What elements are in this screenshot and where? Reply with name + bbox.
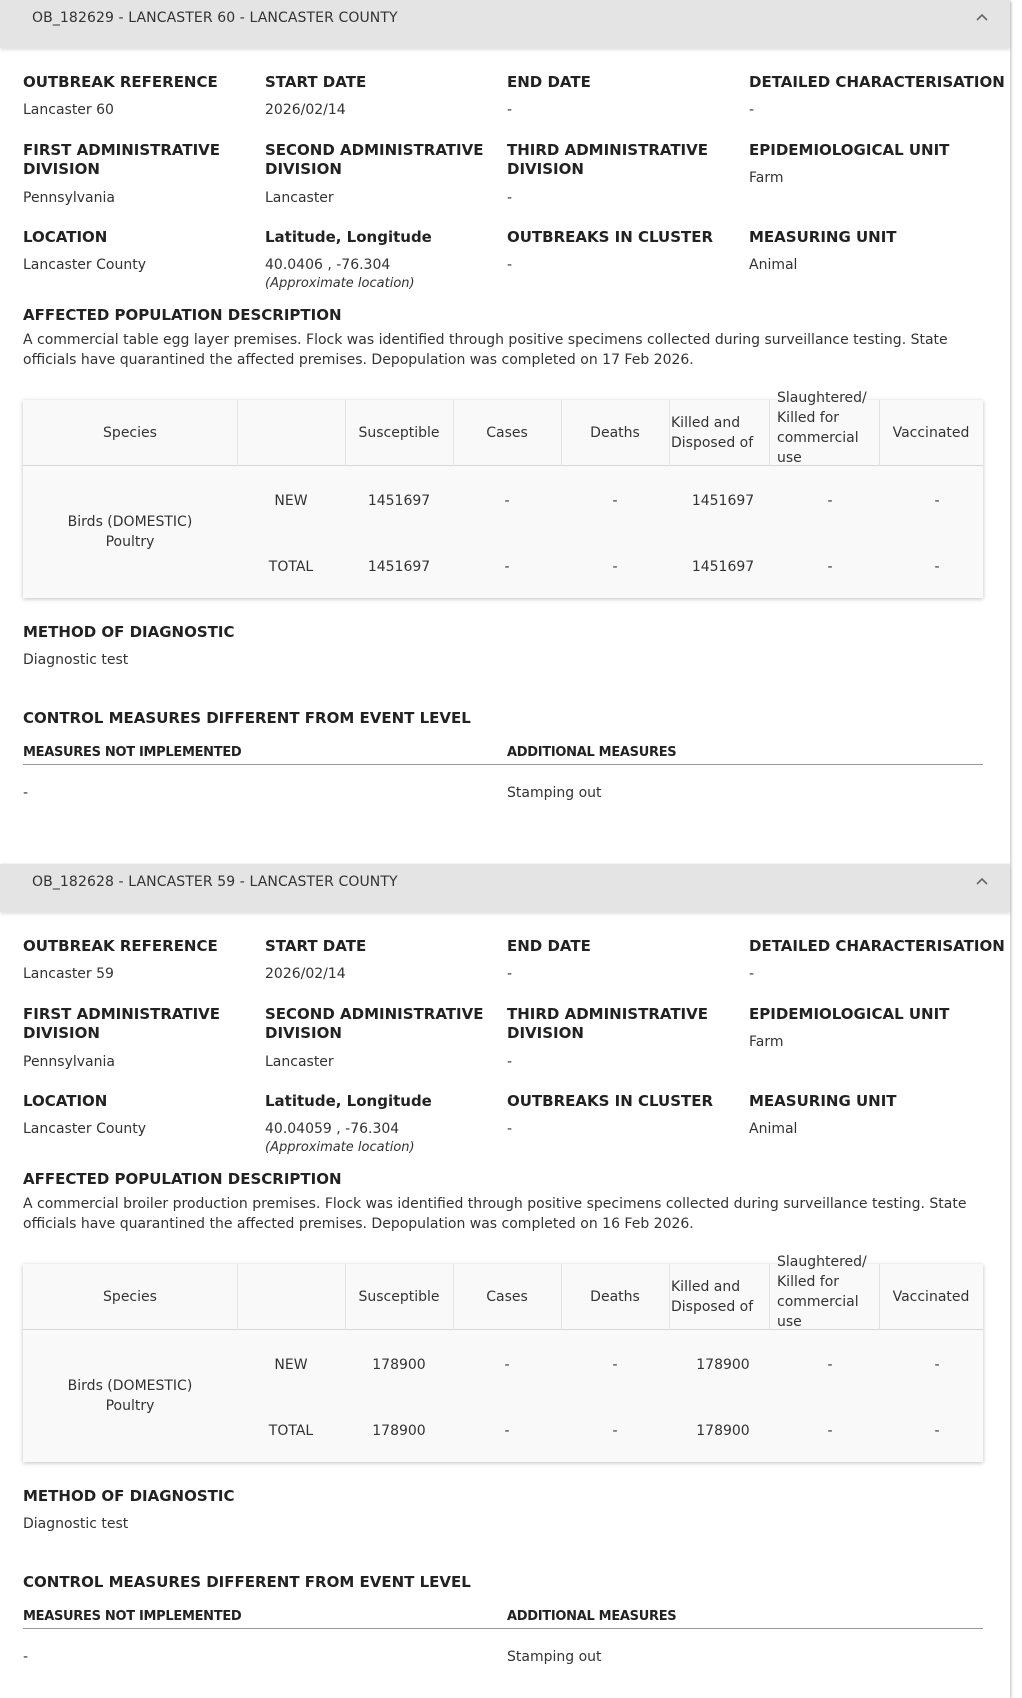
th-slaughtered (769, 1254, 879, 1330)
label-measures-not-implemented: MEASURES NOT IMPLEMENTED (23, 1609, 242, 1624)
th-species: Species (103, 1289, 157, 1305)
value-measures-not-implemented: - (23, 785, 29, 801)
value-start-date: 2026/02/14 (265, 102, 346, 118)
label-third-admin-line1: THIRD ADMINISTRATIVE (507, 1005, 708, 1023)
label-second-admin-line1: SECOND ADMINISTRATIVE (265, 1005, 484, 1023)
cell-vaccinated: - (934, 1357, 940, 1373)
th-slaughtered-line4: use (777, 450, 802, 466)
label-additional-measures: ADDITIONAL MEASURES (507, 745, 677, 760)
description-line-1: A commercial broiler production premises. Flock was identified through positive specimens collected during surveillance testing. State (23, 1196, 967, 1212)
th-susceptible: Susceptible (358, 425, 440, 441)
value-outbreak-reference: Lancaster 60 (23, 102, 114, 118)
value-additional-measures: Stamping out (507, 785, 602, 801)
cell-susceptible: 178900 (372, 1357, 426, 1373)
value-latitude-longitude: 40.0406 , -76.304 (265, 257, 391, 273)
value-measuring-unit: Animal (749, 257, 798, 273)
outbreak-panel (0, 864, 1010, 1698)
header-divider (237, 1264, 238, 1330)
th-cases: Cases (486, 1289, 528, 1305)
species-quantities-table (23, 390, 983, 598)
value-method-of-diagnostic: Diagnostic test (23, 1516, 129, 1532)
label-epidemiological-unit: EPIDEMIOLOGICAL UNIT (749, 141, 950, 159)
row-label: NEW (274, 1357, 308, 1373)
label-second-admin-line2: DIVISION (265, 1024, 342, 1042)
cell-killed: 1451697 (691, 493, 755, 509)
cell-susceptible: 178900 (372, 1423, 426, 1439)
cell-slaughtered: - (827, 559, 833, 575)
label-third-admin-line2: DIVISION (507, 160, 584, 178)
value-epidemiological-unit: Farm (749, 1034, 784, 1050)
th-susceptible: Susceptible (358, 1289, 440, 1305)
label-affected-population: AFFECTED POPULATION DESCRIPTION (23, 306, 342, 324)
label-first-admin-line1: FIRST ADMINISTRATIVE (23, 141, 221, 159)
th-slaughtered-line1: Slaughtered/ (777, 390, 867, 406)
value-end-date: - (507, 966, 513, 982)
cell-killed: 178900 (696, 1423, 750, 1439)
cell-deaths: - (612, 559, 618, 575)
value-start-date: 2026/02/14 (265, 966, 346, 982)
label-end-date: END DATE (507, 73, 591, 91)
th-vaccinated: Vaccinated (892, 425, 970, 441)
th-species: Species (103, 425, 157, 441)
label-first-admin-line2: DIVISION (23, 1024, 100, 1042)
description-line-2: officials have quarantined the affected premises. Depopulation was completed on 17 Feb 2026. (23, 352, 694, 368)
cell-vaccinated: - (934, 493, 940, 509)
cell-slaughtered: - (827, 493, 833, 509)
label-third-admin-division (507, 1005, 708, 1043)
label-additional-measures: ADDITIONAL MEASURES (507, 1609, 677, 1624)
th-cases: Cases (486, 425, 528, 441)
cell-cases: - (504, 559, 510, 575)
row-label: TOTAL (268, 1423, 314, 1439)
control-measures-divider (23, 764, 983, 765)
label-method-of-diagnostic: METHOD OF DIAGNOSTIC (23, 623, 235, 641)
value-first-admin-division: Pennsylvania (23, 190, 115, 206)
cell-killed: 178900 (696, 1357, 750, 1373)
label-measuring-unit: MEASURING UNIT (749, 1092, 897, 1110)
row-label: NEW (274, 493, 308, 509)
label-third-admin-line1: THIRD ADMINISTRATIVE (507, 141, 708, 159)
cell-vaccinated: - (934, 1423, 940, 1439)
cell-killed: 1451697 (691, 559, 755, 575)
outbreak-title: OB_182628 - LANCASTER 59 - LANCASTER COUNTY (32, 874, 398, 890)
label-outbreaks-in-cluster: OUTBREAKS IN CLUSTER (507, 228, 714, 246)
value-measuring-unit: Animal (749, 1121, 798, 1137)
label-location: LOCATION (23, 1092, 108, 1110)
description-line-2: officials have quarantined the affected premises. Depopulation was completed on 16 Feb 2026. (23, 1216, 694, 1232)
value-additional-measures: Stamping out (507, 1649, 602, 1665)
table-header-row (23, 1254, 983, 1330)
cell-slaughtered: - (827, 1357, 833, 1373)
outbreak-header[interactable] (0, 864, 1010, 912)
value-first-admin-division: Pennsylvania (23, 1054, 115, 1070)
label-second-admin-line2: DIVISION (265, 160, 342, 178)
label-detailed-characterisation: DETAILED CHARACTERISATION (749, 73, 1005, 91)
value-end-date: - (507, 102, 513, 118)
value-latitude-longitude: 40.04059 , -76.304 (265, 1121, 400, 1137)
label-start-date: START DATE (265, 937, 367, 955)
th-slaughtered-line2: Killed for (777, 410, 840, 426)
label-second-admin-division (265, 141, 483, 179)
description-line-1: A commercial table egg layer premises. Flock was identified through positive specimens collected during surveillance testing. State (23, 332, 948, 348)
label-outbreak-reference: OUTBREAK REFERENCE (23, 73, 218, 91)
table-header-row (23, 390, 983, 466)
cell-deaths: - (612, 1423, 618, 1439)
cell-slaughtered: - (827, 1423, 833, 1439)
th-killed-disposed (669, 1277, 769, 1317)
value-second-admin-division: Lancaster (265, 1054, 334, 1070)
outbreak-header[interactable] (0, 0, 1010, 48)
value-detailed-characterisation: - (749, 102, 755, 118)
label-end-date: END DATE (507, 937, 591, 955)
label-first-admin-line1: FIRST ADMINISTRATIVE (23, 1005, 221, 1023)
label-location: LOCATION (23, 228, 108, 246)
cell-vaccinated: - (934, 559, 940, 575)
label-third-admin-line2: DIVISION (507, 1024, 584, 1042)
cell-deaths: - (612, 493, 618, 509)
th-killed-line1: Killed and (671, 415, 741, 431)
chevron-up-icon[interactable] (974, 874, 990, 890)
th-killed-line2: Disposed of (671, 1299, 754, 1315)
cell-susceptible: 1451697 (367, 493, 431, 509)
th-deaths: Deaths (590, 1289, 640, 1305)
th-slaughtered-line3: commercial (777, 430, 859, 446)
th-deaths: Deaths (590, 425, 640, 441)
label-detailed-characterisation: DETAILED CHARACTERISATION (749, 937, 1005, 955)
label-method-of-diagnostic: METHOD OF DIAGNOSTIC (23, 1487, 235, 1505)
value-outbreaks-in-cluster: - (507, 257, 513, 273)
cell-susceptible: 1451697 (367, 559, 431, 575)
label-measures-not-implemented: MEASURES NOT IMPLEMENTED (23, 745, 242, 760)
species-quantities-table (23, 1254, 983, 1462)
control-measures-divider (23, 1628, 983, 1629)
species-name: Birds (DOMESTIC) (67, 1378, 193, 1394)
value-second-admin-division: Lancaster (265, 190, 334, 206)
species-category: Poultry (105, 534, 155, 550)
value-outbreak-reference: Lancaster 59 (23, 966, 114, 982)
label-start-date: START DATE (265, 73, 367, 91)
cell-cases: - (504, 493, 510, 509)
outbreak-title: OB_182629 - LANCASTER 60 - LANCASTER COUNTY (32, 10, 398, 26)
label-first-admin-division (23, 1005, 220, 1043)
label-outbreaks-in-cluster: OUTBREAKS IN CLUSTER (507, 1092, 714, 1110)
chevron-up-icon[interactable] (974, 10, 990, 26)
header-divider (237, 400, 238, 466)
species-name: Birds (DOMESTIC) (67, 514, 193, 530)
species-cell (23, 512, 237, 552)
cell-cases: - (504, 1423, 510, 1439)
species-category: Poultry (105, 1398, 155, 1414)
label-third-admin-division (507, 141, 708, 179)
label-measuring-unit: MEASURING UNIT (749, 228, 897, 246)
value-measures-not-implemented: - (23, 1649, 29, 1665)
label-latitude-longitude: Latitude, Longitude (265, 228, 432, 246)
row-label: TOTAL (268, 559, 314, 575)
th-vaccinated: Vaccinated (892, 1289, 970, 1305)
label-first-admin-division (23, 141, 220, 179)
value-third-admin-division: - (507, 190, 513, 206)
th-killed-disposed (669, 413, 769, 453)
label-second-admin-division (265, 1005, 483, 1043)
value-method-of-diagnostic: Diagnostic test (23, 652, 129, 668)
value-outbreaks-in-cluster: - (507, 1121, 513, 1137)
cell-cases: - (504, 1357, 510, 1373)
label-outbreak-reference: OUTBREAK REFERENCE (23, 937, 218, 955)
species-cell (23, 1376, 237, 1416)
label-affected-population: AFFECTED POPULATION DESCRIPTION (23, 1170, 342, 1188)
value-epidemiological-unit: Farm (749, 170, 784, 186)
value-location: Lancaster County (23, 1121, 146, 1137)
affected-population-description (23, 1194, 973, 1234)
label-control-measures: CONTROL MEASURES DIFFERENT FROM EVENT LEVEL (23, 709, 471, 727)
th-killed-line2: Disposed of (671, 435, 754, 451)
value-location: Lancaster County (23, 257, 146, 273)
approximate-location-note: (Approximate location) (265, 1140, 415, 1155)
label-control-measures: CONTROL MEASURES DIFFERENT FROM EVENT LEVEL (23, 1573, 471, 1591)
approximate-location-note: (Approximate location) (265, 276, 415, 291)
th-killed-line1: Killed and (671, 1279, 741, 1295)
th-slaughtered-line2: Killed for (777, 1274, 840, 1290)
th-slaughtered-line3: commercial (777, 1294, 859, 1310)
label-first-admin-line2: DIVISION (23, 160, 100, 178)
label-second-admin-line1: SECOND ADMINISTRATIVE (265, 141, 484, 159)
th-slaughtered-line1: Slaughtered/ (777, 1254, 867, 1270)
affected-population-description (23, 330, 973, 370)
th-slaughtered (769, 390, 879, 466)
cell-deaths: - (612, 1357, 618, 1373)
value-detailed-characterisation: - (749, 966, 755, 982)
label-epidemiological-unit: EPIDEMIOLOGICAL UNIT (749, 1005, 950, 1023)
label-latitude-longitude: Latitude, Longitude (265, 1092, 432, 1110)
value-third-admin-division: - (507, 1054, 513, 1070)
th-slaughtered-line4: use (777, 1314, 802, 1330)
